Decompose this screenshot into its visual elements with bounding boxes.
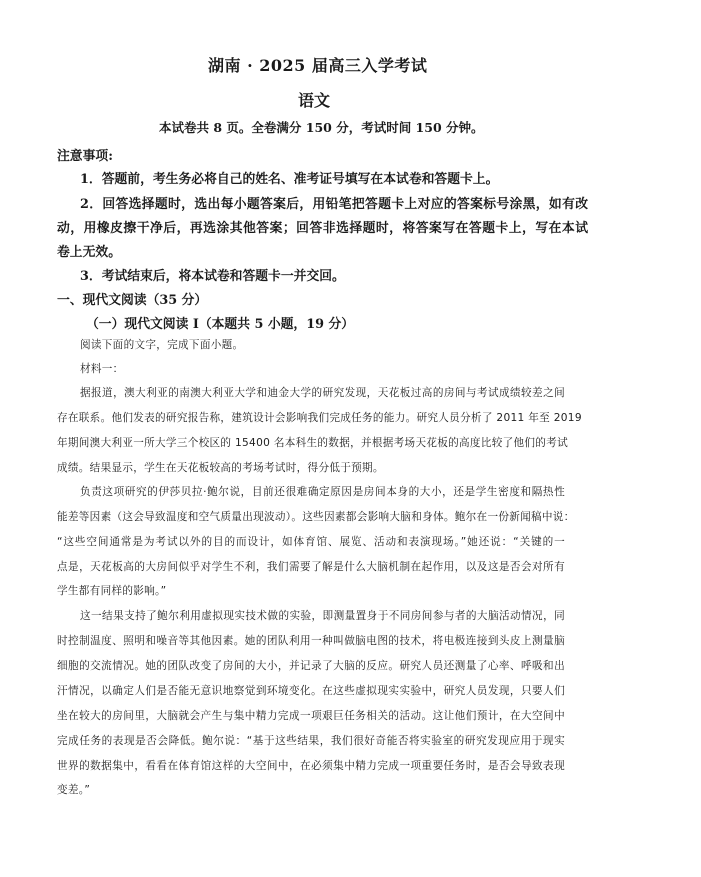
passage-line: 变差。”	[57, 784, 91, 796]
passage-line: 存在联系。他们发表的研究报告称，建筑设计会影响我们完成任务的能力。研究人员分析了 2011 年至 2019	[57, 412, 582, 424]
passage-line: 完成任务的表现是否会降低。鲍尔说：“基于这些结果，我们很好奇能否将实验室的研究发现应用于现实	[57, 735, 565, 747]
passage-line: 时控制温度、照明和噪音等其他因素。她的团队利用一种叫做脑电图的技术，将电极连接到头皮上测量脑	[57, 635, 565, 647]
section-heading: 一、现代文阅读（35 分）	[57, 293, 208, 308]
subject-title: 语文	[298, 91, 331, 110]
passage-line: 世界的数据集中，看看在体育馆这样的大空间中，在必须集中精力完成一项重要任务时，是否会导致表现	[57, 760, 565, 772]
note-item-2-line-2: 动，用橡皮擦干净后，再选涂其他答案；回答非选择题时，将答案写在答题卡上，写在本试	[57, 221, 588, 236]
passage-line: 学生都有同样的影响。”	[57, 585, 167, 597]
passage-line: 细胞的交流情况。她的团队改变了房间的大小，并记录了大脑的反应。研究人员还测量了心率、呼吸和出	[57, 660, 565, 672]
note-item-2-line-1: 2．回答选择题时，选出每小题答案后，用铅笔把答题卡上对应的答案标号涂黑，如有改	[80, 197, 588, 212]
notes-heading: 注意事项:	[57, 149, 113, 164]
passage-line: 据报道，澳大利亚的南澳大利亚大学和迪金大学的研究发现，天花板过高的房间与考试成绩较差之间	[80, 387, 565, 399]
passage-line: 成绩。结果显示，学生在天花板较高的考场考试时，得分低于预期。	[57, 462, 384, 474]
note-item-1: 1．答题前，考生务必将自己的姓名、准考证号填写在本试卷和答题卡上。	[80, 172, 499, 187]
note-item-3: 3．考试结束后，将本试卷和答题卡一并交回。	[80, 269, 345, 284]
material-label: 材料一：	[80, 363, 124, 375]
passage-line: “这些空间通常是为考试以外的目的而设计，如体育馆、展览、活动和表演现场。”她还说：“关键的一	[57, 536, 565, 548]
exam-info: 本试卷共 8 页。全卷满分 150 分，考试时间 150 分钟。	[159, 120, 484, 135]
passage-line: 汗情况，以确定人们是否能无意识地察觉到环境变化。在这些虚拟现实实验中，研究人员发现，只要人们	[57, 685, 565, 697]
exam-title: 湖南 · 2025 届高三入学考试	[208, 56, 428, 75]
subsection-heading: （一）现代文阅读 I（本题共 5 小题，19 分）	[86, 317, 355, 332]
passage-line: 点是，天花板高的大房间似乎对学生不利，我们需要了解是什么大脑机制在起作用，以及这是否会对所有	[57, 561, 565, 573]
passage-line: 年期间澳大利亚一所大学三个校区的 15400 名本科生的数据，并根据考场天花板的高度比较了他们的考试	[57, 437, 568, 449]
passage-line: 负责这项研究的伊莎贝拉·鲍尔说，目前还很难确定原因是房间本身的大小，还是学生密度和隔热性	[80, 486, 565, 498]
reading-instruction: 阅读下面的文字，完成下面小题。	[80, 339, 244, 351]
passage-line: 坐在较大的房间里，大脑就会产生与集中精力完成一项艰巨任务相关的活动。这让他们预计，在大空间中	[57, 710, 565, 722]
note-item-2-line-3: 卷上无效。	[57, 245, 121, 260]
passage-line: 能差等因素（这会导致温度和空气质量出现波动）。这些因素都会影响大脑和身体。鲍尔在一份新闻稿中说：	[57, 511, 575, 523]
passage-line: 这一结果支持了鲍尔利用虚拟现实技术做的实验，即测量置身于不同房间参与者的大脑活动情况，同	[80, 610, 565, 622]
